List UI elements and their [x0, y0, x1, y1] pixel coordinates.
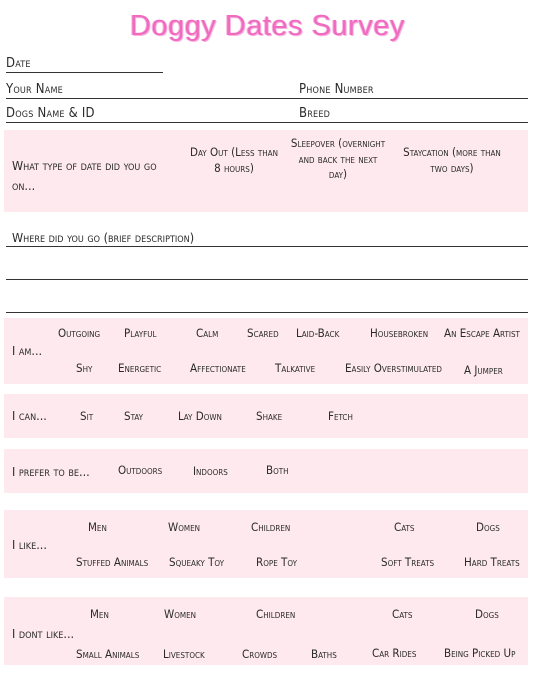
i-dont-like-label: I dont like...: [12, 626, 75, 641]
dislike-crowds[interactable]: Crowds: [242, 647, 278, 661]
dislike-men[interactable]: Men: [90, 607, 109, 621]
date-field[interactable]: [6, 72, 163, 73]
dislike-dogs[interactable]: Dogs: [475, 607, 499, 621]
option-sleepover[interactable]: Sleepover (overnight and back the next day): [290, 136, 386, 182]
breed-label: Breed: [299, 106, 331, 121]
prefer-label: I prefer to be...: [12, 464, 90, 479]
where-line-2[interactable]: [6, 279, 528, 280]
like-squeaky-toy[interactable]: Squeaky Toy: [169, 555, 225, 569]
option-shake[interactable]: Shake: [256, 409, 283, 423]
option-easily-overstimulated[interactable]: Easily Overstimulated: [345, 361, 442, 375]
option-scared[interactable]: Scared: [247, 326, 279, 340]
date-type-question: What type of date did you go on...: [12, 158, 157, 193]
option-affectionate[interactable]: Affectionate: [190, 361, 246, 375]
option-fetch[interactable]: Fetch: [328, 409, 353, 423]
survey-title: Doggy Dates Survey: [130, 10, 405, 42]
like-dogs[interactable]: Dogs: [476, 520, 500, 534]
like-hard-treats[interactable]: Hard Treats: [464, 555, 520, 569]
like-soft-treats[interactable]: Soft Treats: [381, 555, 435, 569]
dogs-name-label: Dogs Name & ID: [6, 106, 95, 121]
option-laid-back[interactable]: Laid-Back: [296, 326, 340, 340]
option-calm[interactable]: Calm: [196, 326, 219, 340]
like-women[interactable]: Women: [168, 520, 201, 534]
option-housebroken[interactable]: Housebroken: [370, 326, 429, 340]
option-escape-artist[interactable]: An Escape Artist: [444, 326, 520, 340]
date-label: Date: [6, 56, 31, 71]
dislike-women[interactable]: Women: [164, 607, 197, 621]
option-outdoors[interactable]: Outdoors: [118, 463, 163, 477]
dog-breed-field[interactable]: [6, 122, 528, 123]
option-indoors[interactable]: Indoors: [193, 464, 228, 478]
option-outgoing[interactable]: Outgoing: [58, 326, 101, 340]
option-talkative[interactable]: Talkative: [275, 361, 316, 375]
option-staycation[interactable]: Staycation (more than two days): [403, 145, 501, 175]
like-rope-toy[interactable]: Rope Toy: [256, 555, 297, 569]
i-can-label: I can...: [12, 408, 47, 423]
i-like-label: I like...: [12, 537, 47, 552]
dislike-cats[interactable]: Cats: [392, 607, 413, 621]
where-line-3[interactable]: [6, 312, 528, 313]
option-energetic[interactable]: Energetic: [118, 361, 162, 375]
your-name-label: Your Name: [6, 82, 63, 97]
like-children[interactable]: Children: [251, 520, 291, 534]
option-shy[interactable]: Shy: [76, 361, 93, 375]
where-question: Where did you go (brief description): [12, 230, 195, 245]
option-sit[interactable]: Sit: [80, 409, 94, 423]
option-playful[interactable]: Playful: [124, 326, 157, 340]
option-jumper[interactable]: A Jumper: [464, 363, 503, 377]
dislike-being-picked-up[interactable]: Being Picked Up: [444, 646, 516, 660]
dislike-children[interactable]: Children: [256, 607, 296, 621]
option-lay-down[interactable]: Lay Down: [178, 409, 222, 423]
option-stay[interactable]: Stay: [124, 409, 144, 423]
like-cats[interactable]: Cats: [394, 520, 415, 534]
option-day-out[interactable]: Day Out (Less than 8 hours): [190, 145, 278, 175]
name-phone-field[interactable]: [6, 98, 528, 99]
dislike-small-animals[interactable]: Small Animals: [76, 647, 140, 661]
like-stuffed-animals[interactable]: Stuffed Animals: [76, 555, 149, 569]
phone-number-label: Phone Number: [299, 82, 374, 97]
like-men[interactable]: Men: [88, 520, 107, 534]
dislike-baths[interactable]: Baths: [311, 647, 337, 661]
dislike-livestock[interactable]: Livestock: [163, 647, 205, 661]
dislike-car-rides[interactable]: Car Rides: [372, 646, 417, 660]
i-am-label: I am...: [12, 343, 43, 358]
option-both[interactable]: Both: [266, 463, 289, 477]
where-line-1[interactable]: [6, 246, 528, 247]
